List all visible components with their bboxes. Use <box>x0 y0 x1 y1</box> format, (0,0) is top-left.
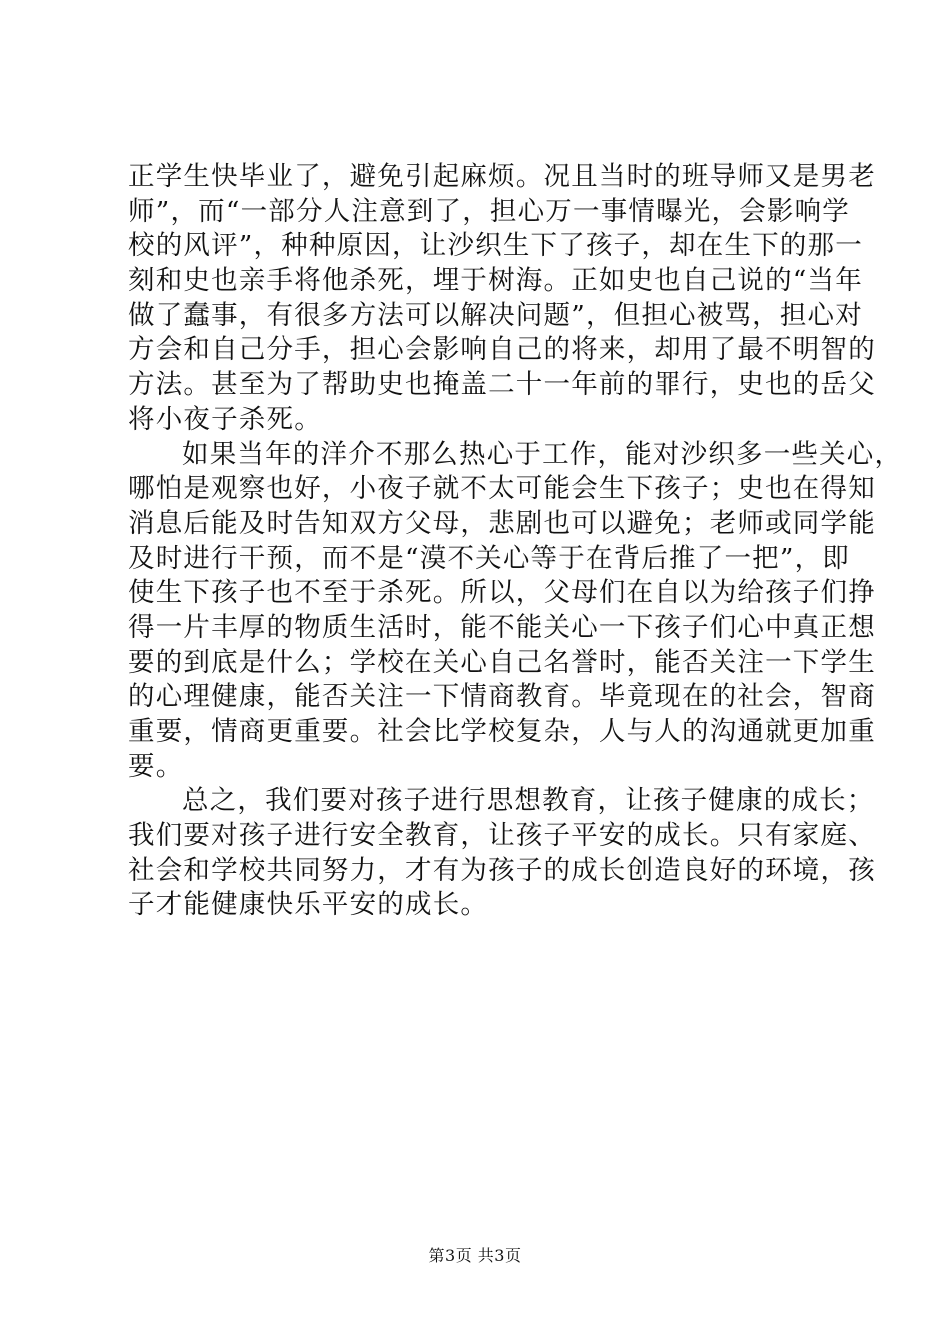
text-line: 子才能健康快乐平安的成长。 <box>128 889 489 921</box>
text-line: 使生下孩子也不至于杀死。所以，父母们在自以为给孩子们挣 <box>128 577 876 609</box>
paragraph-3 <box>128 784 876 923</box>
text-line: 方法。甚至为了帮助史也掩盖二十一年前的罪行，史也的岳父 <box>128 369 876 401</box>
text-line: 得一片丰厚的物质生活时，能不能关心一下孩子们心中真正想 <box>128 611 876 643</box>
text-line: 正学生快毕业了，避免引起麻烦。况且当时的班导师又是男老 <box>128 161 876 192</box>
text-line: 总之，我们要对孩子进行思想教育，让孩子健康的成长； <box>182 785 875 817</box>
text-line: 我们要对孩子进行安全教育，让孩子平安的成长。只有家庭、 <box>128 820 876 852</box>
text-line: 校的风评”，种种原因，让沙织生下了孩子，却在生下的那一 <box>128 230 863 262</box>
text-line: 哪怕是观察也好，小夜子就不太可能会生下孩子；史也在得知 <box>128 473 876 505</box>
text-line: 及时进行干预，而不是“漠不关心等于在背后推了一把”，即 <box>128 542 850 574</box>
text-line: 消息后能及时告知双方父母，悲剧也可以避免；老师或同学能 <box>128 507 876 539</box>
text-line: 要。 <box>128 750 184 782</box>
paragraph-1 <box>128 160 876 438</box>
text-line: 的心理健康，能否关注一下情商教育。毕竟现在的社会，智商 <box>128 681 876 713</box>
text-line: 做了蠢事，有很多方法可以解决问题”，但担心被骂，担心对 <box>128 299 863 331</box>
text-line: 重要，情商更重要。社会比学校复杂，人与人的沟通就更加重 <box>128 716 876 747</box>
document-body <box>128 160 903 923</box>
text-line: 方会和自己分手，担心会影响自己的将来，却用了最不明智的 <box>128 334 876 366</box>
text-line: 师”，而“一部分人注意到了，担心万一事情曝光，会影响学 <box>128 195 850 227</box>
text-line: 刻和史也亲手将他杀死，埋于树海。正如史也自己说的“当年 <box>128 265 863 297</box>
page-number-footer: 第3页 共3页 <box>428 1246 522 1265</box>
text-line: 如果当年的洋介不那么热心于工作，能对沙织多一些关心， <box>182 438 903 470</box>
text-line: 要的到底是什么；学校在关心自己名誉时，能否关注一下学生 <box>128 646 876 678</box>
paragraph-2 <box>128 438 903 785</box>
text-line: 将小夜子杀死。 <box>128 403 322 435</box>
text-line: 社会和学校共同努力，才有为孩子的成长创造良好的环境，孩 <box>128 854 876 886</box>
